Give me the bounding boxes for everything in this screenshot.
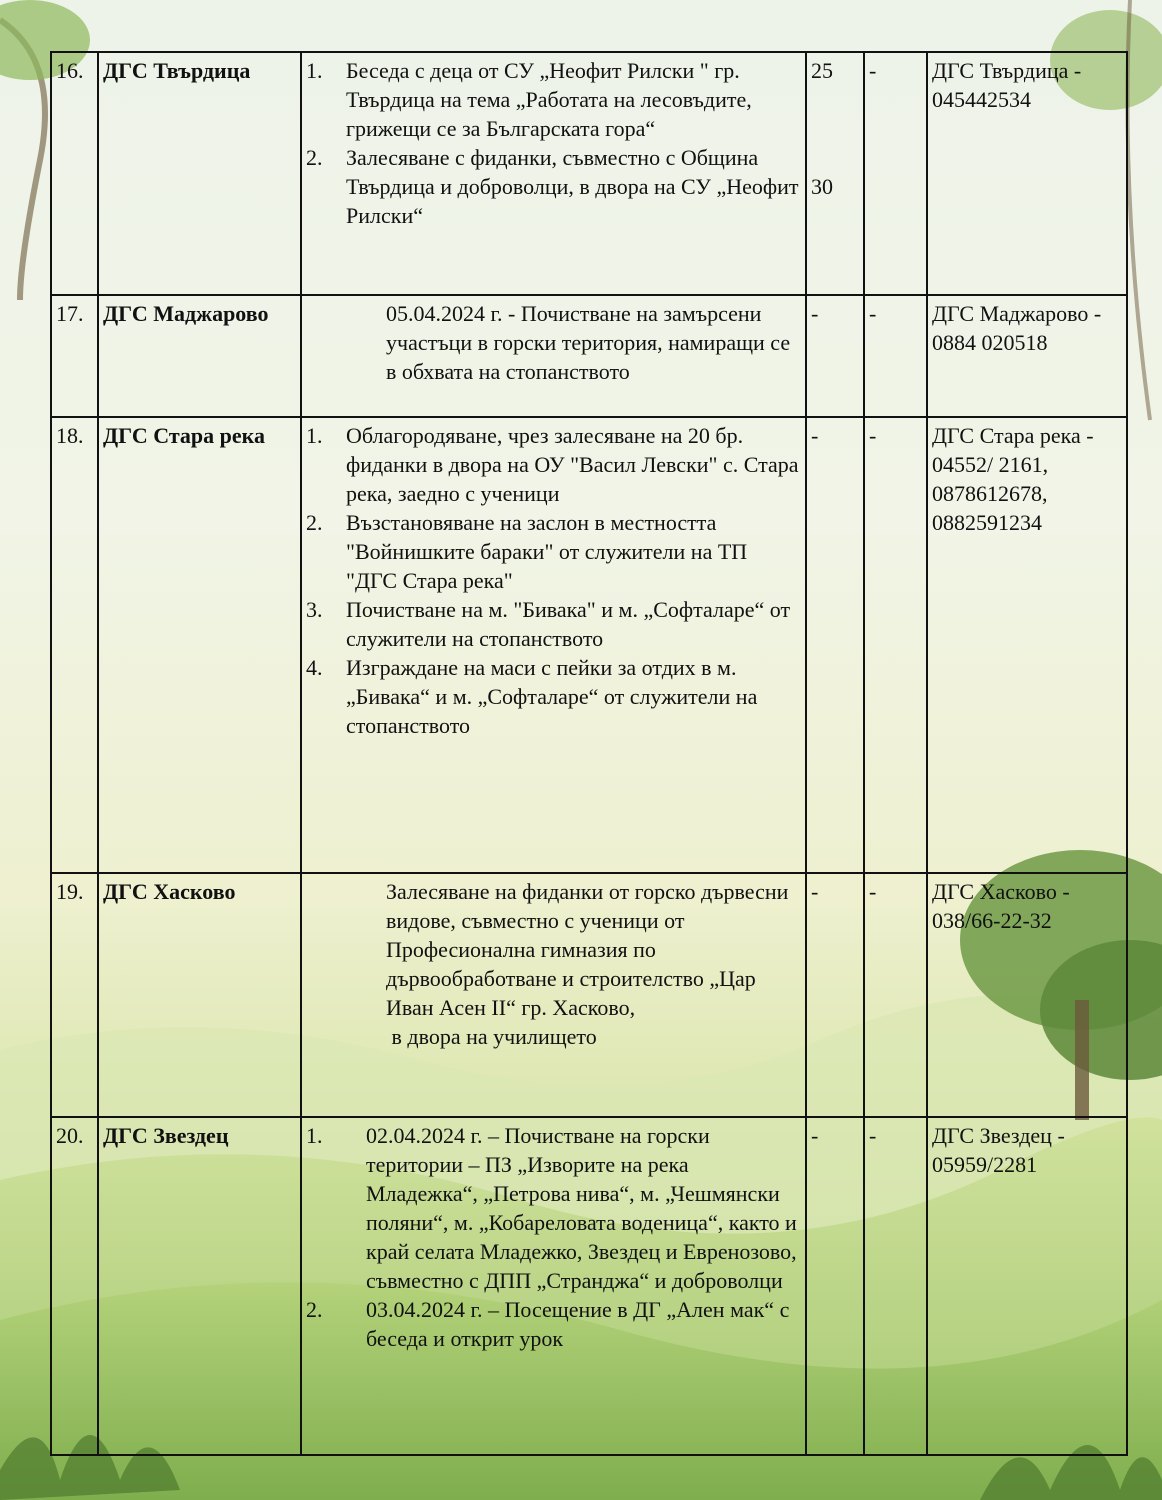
list-item: [306, 1121, 803, 1295]
item-number: 2.: [306, 1297, 323, 1322]
contact-line: 04552/ 2161,: [932, 452, 1049, 477]
activities-table: [50, 51, 1128, 1456]
item-text: Възстановяване на заслон в местността "Войнишките бараки" от служители на ТП "ДГС Стара река": [346, 510, 748, 593]
list-item: [306, 653, 803, 740]
unit-name: ДГС Маджарово: [98, 295, 301, 417]
row-number: 16.: [51, 52, 98, 295]
dash-cell: -: [806, 295, 864, 417]
list-item: [306, 421, 803, 508]
item-text: 03.04.2024 г. – Посещение в ДГ „Ален мак“ с беседа и открит урок: [366, 1297, 790, 1351]
contact-cell: ДГС Твърдица - 045442534: [927, 52, 1127, 295]
dash-cell: -: [806, 873, 864, 1117]
item-text: Залесяване с фиданки, съвместно с Община Твърдица и доброволци, в двора на СУ „Неофит Рилски“: [346, 145, 799, 228]
dash-cell: -: [864, 873, 927, 1117]
unit-name: ДГС Твърдица: [98, 52, 301, 295]
item-text: Беседа с деца от СУ „Неофит Рилски " гр. Твърдица на тема „Работата на лесовъдите, грижещи се за Българската гора“: [346, 58, 752, 141]
row-number: 18.: [51, 417, 98, 873]
unit-name: ДГС Хасково: [98, 873, 301, 1117]
unit-name: ДГС Стара река: [98, 417, 301, 873]
row-number: 19.: [51, 873, 98, 1117]
contact-line: 0878612678,: [932, 481, 1048, 506]
activities-cell: [301, 295, 806, 417]
item-number: 4.: [306, 655, 323, 680]
dash-cell: -: [864, 295, 927, 417]
dash-cell: -: [806, 1117, 864, 1455]
participants-count: 30: [811, 174, 833, 199]
activity-text: Залесяване на фиданки от горско дървесни видове, съвместно с ученици от Професионална гимназия по дървообработване и строителство „Цар Иван Асен II“ гр. Хасково,: [386, 879, 789, 1020]
item-text: 02.04.2024 г. – Почистване на горски територии – ПЗ „Изворите на река Младежка“, „Петрова нива“, м. „Чешмянски поляни“, м. „Кобареловата воденица“, както и край селата Младежко, Звездец и Евренозово, съвместно с ДПП „Странджа“ и доброволци: [366, 1123, 797, 1293]
dash-cell: -: [806, 417, 864, 873]
item-number: 1.: [306, 58, 323, 83]
item-text: Изграждане на маси с пейки за отдих в м. „Бивака“ и м. „Софталаре“ от служители на стопанството: [346, 655, 758, 738]
list-item: [306, 595, 803, 653]
item-text: Почистване на м. "Бивака" и м. „Софталаре“ от служители на стопанството: [346, 597, 791, 651]
unit-name: ДГС Звездец: [98, 1117, 301, 1455]
contact-line: 0882591234: [932, 510, 1042, 535]
contact-line: ДГС Стара река -: [932, 423, 1094, 448]
list-item: [306, 508, 803, 595]
table-row: [51, 873, 1127, 1117]
contact-cell: [927, 417, 1127, 873]
participants-count: 25: [811, 58, 833, 83]
item-number: 2.: [306, 510, 323, 535]
table-row: [51, 1117, 1127, 1455]
table-row: [51, 52, 1127, 295]
activities-cell: [301, 417, 806, 873]
item-text: Облагородяване, чрез залесяване на 20 бр. фиданки в двора на ОУ "Васил Левски" с. Стара река, заедно с ученици: [346, 423, 799, 506]
contact-cell: ДГС Маджарово - 0884 020518: [927, 295, 1127, 417]
participants-cell: [806, 52, 864, 295]
item-number: 1.: [306, 1123, 323, 1148]
contact-cell: ДГС Звездец - 05959/2281: [927, 1117, 1127, 1455]
dash-cell: -: [864, 417, 927, 873]
dash-cell: -: [864, 1117, 927, 1455]
row-number: 20.: [51, 1117, 98, 1455]
list-item: [306, 1295, 803, 1353]
activities-cell: [301, 52, 806, 295]
row-number: 17.: [51, 295, 98, 417]
table-row: [51, 295, 1127, 417]
activities-cell: [301, 1117, 806, 1455]
item-number: 3.: [306, 597, 323, 622]
activity-text: 05.04.2024 г. - Почистване на замърсени участъци в горски територия, намиращи се в обхвата на стопанството: [386, 301, 791, 384]
item-number: 2.: [306, 145, 323, 170]
table-row: [51, 417, 1127, 873]
dash-cell: -: [864, 52, 927, 295]
activities-cell: [301, 873, 806, 1117]
list-item: [306, 143, 803, 230]
list-item: [306, 56, 803, 143]
item-number: 1.: [306, 423, 323, 448]
activity-text: в двора на училището: [386, 1024, 597, 1049]
contact-cell: ДГС Хасково - 038/66-22-32: [927, 873, 1127, 1117]
